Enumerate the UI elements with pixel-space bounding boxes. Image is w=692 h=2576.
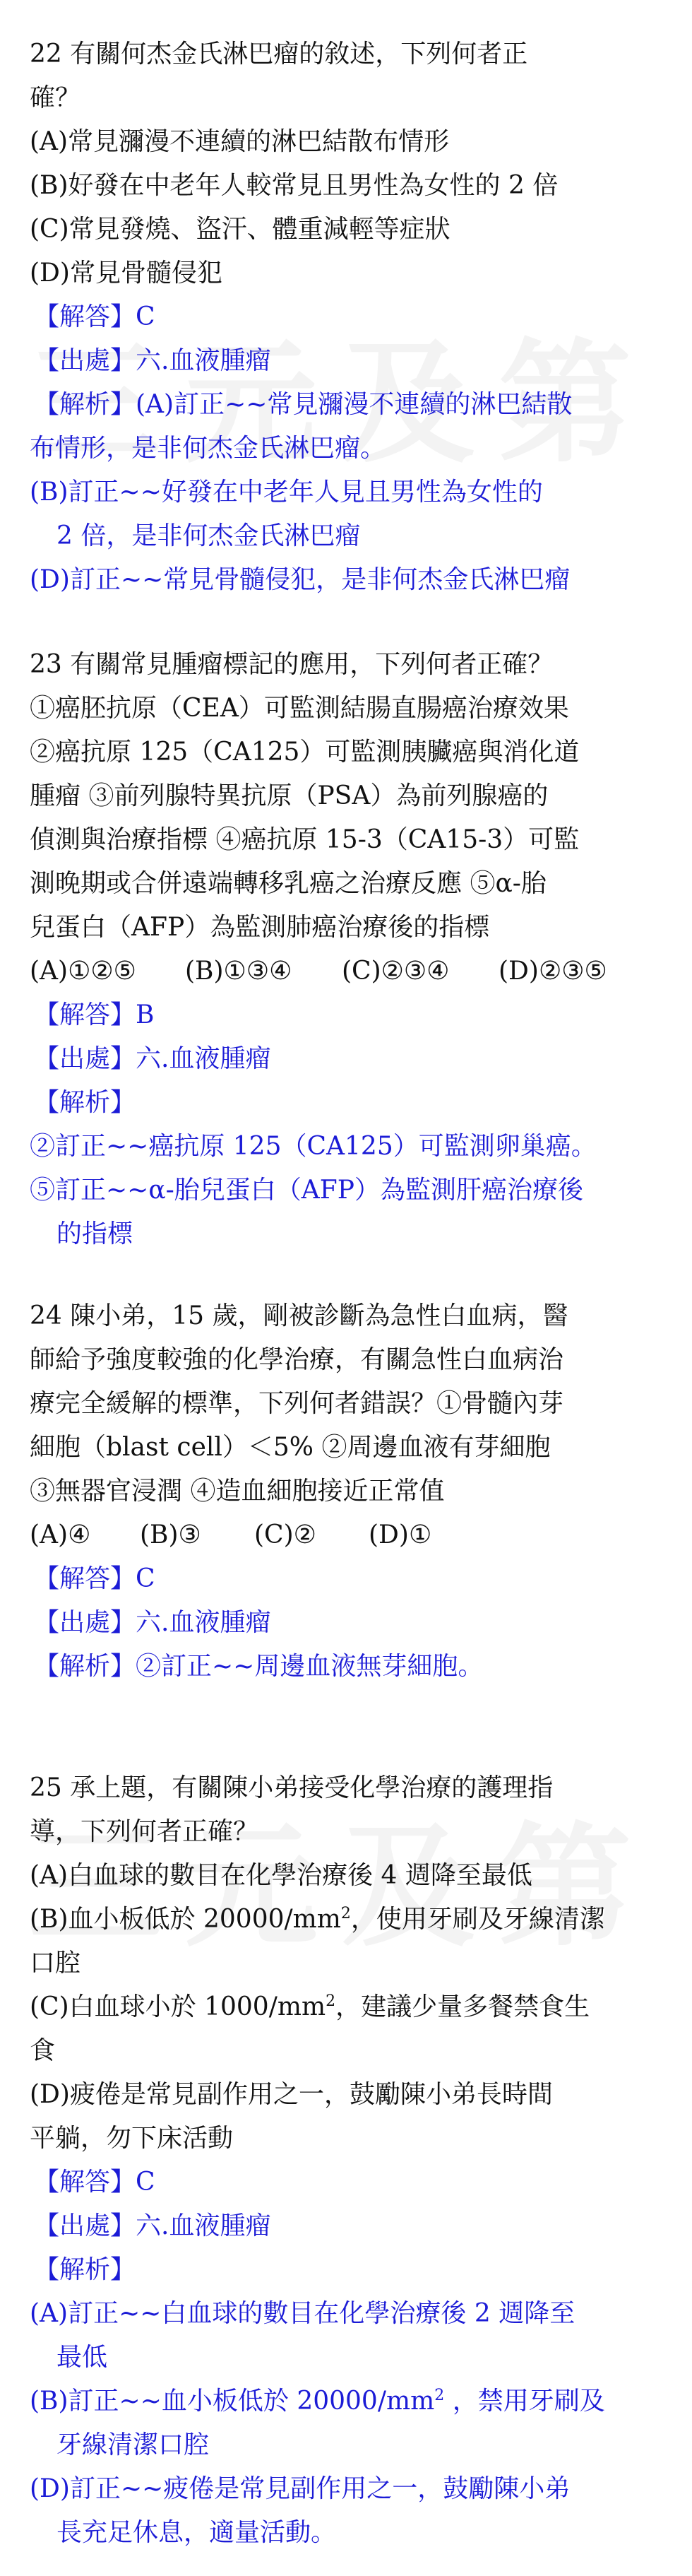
question-stem: 23 有關常見腫瘤標記的應用，下列何者正確？ bbox=[30, 650, 554, 679]
question-stem: 25 承上題，有關陳小弟接受化學治療的護理指 bbox=[30, 1773, 554, 1802]
source-line: 【出處】六.血液腫瘤 bbox=[34, 1044, 271, 1073]
source-line: 【出處】六.血液腫瘤 bbox=[34, 2211, 271, 2240]
option-b: (B)好發在中老年人較常見且男性為女性的 2 倍 bbox=[30, 171, 559, 200]
explanation-line: (B)訂正~~好發在中老年人見且男性為女性的 bbox=[30, 478, 543, 507]
option-c: (C)②③④ bbox=[342, 957, 450, 986]
option-c: (C)常見發燒、盜汗、體重減輕等症狀 bbox=[30, 215, 451, 244]
options-row bbox=[30, 950, 665, 993]
explanation-line: 布情形，是非何杰金氏淋巴瘤。 bbox=[30, 434, 386, 463]
explanation-line: 長充足休息，適量活動。 bbox=[56, 2518, 337, 2547]
answer-line: 【解答】C bbox=[34, 1564, 155, 1593]
superscript: 2 bbox=[434, 2387, 445, 2404]
question-stem: 師給予強度較強的化學治療，有關急性白血病治 bbox=[30, 1345, 564, 1374]
question-22 bbox=[30, 33, 665, 602]
question-stem: 22 有關何杰金氏淋巴瘤的敘述，下列何者正 bbox=[30, 40, 528, 69]
explanation-label: 【解析】 bbox=[34, 1088, 136, 1117]
option-c-text: (C)白血球小於 1000/mm bbox=[30, 1992, 326, 2021]
option-d-cont: 平躺，勿下床活動 bbox=[30, 2124, 234, 2153]
option-b: (B)①③④ bbox=[185, 957, 292, 986]
option-d: (D)②③⑤ bbox=[499, 957, 607, 986]
option-b-cont: 口腔 bbox=[30, 1949, 81, 1978]
option-c: (C)② bbox=[254, 1520, 316, 1549]
question-stem: 確？ bbox=[30, 83, 81, 112]
question-stem: ①癌胚抗原（CEA）可監測結腸直腸癌治療效果 bbox=[30, 694, 569, 723]
question-23 bbox=[30, 643, 665, 1256]
option-d: (D)常見骨髓侵犯 bbox=[30, 259, 222, 288]
source-line: 【出處】六.血液腫瘤 bbox=[34, 346, 271, 375]
option-a: (A)白血球的數目在化學治療後 4 週降至最低 bbox=[30, 1861, 532, 1890]
explanation-line: 【解析】(A)訂正~~常見瀰漫不連續的淋巴結散 bbox=[34, 390, 573, 419]
explanation-line: ②訂正~~癌抗原 125（CA125）可監測卵巢癌。 bbox=[30, 1132, 597, 1161]
option-b-text: (B)血小板低於 20000/mm bbox=[30, 1905, 341, 1934]
explanation-line: 牙線清潔口腔 bbox=[56, 2430, 210, 2459]
question-stem: 24 陳小弟，15 歲，剛被診斷為急性白血病，醫 bbox=[30, 1301, 568, 1330]
option-b: (B)③ bbox=[140, 1520, 201, 1549]
explanation-line: (D)訂正~~常見骨髓侵犯，是非何杰金氏淋巴瘤 bbox=[30, 565, 571, 594]
explanation-line: 【解析】②訂正~~周邊血液無芽細胞。 bbox=[34, 1652, 484, 1681]
options-row bbox=[30, 1513, 665, 1557]
explanation-line: 的指標 bbox=[56, 1219, 133, 1248]
answer-line: 【解答】C bbox=[34, 302, 155, 331]
option-a: (A)①②⑤ bbox=[30, 957, 136, 986]
explanation-line: (A)訂正~~白血球的數目在化學治療後 2 週降至 bbox=[30, 2299, 575, 2328]
question-stem: 細胞（blast cell）＜5% ②周邊血液有芽細胞 bbox=[30, 1433, 551, 1462]
question-stem: ②癌抗原 125（CA125）可監測胰臟癌與消化道 bbox=[30, 738, 580, 767]
option-c-cont: 食 bbox=[30, 2036, 56, 2065]
option-d: (D)① bbox=[369, 1520, 432, 1549]
question-stem: 腫瘤 ③前列腺特異抗原（PSA）為前列腺癌的 bbox=[30, 781, 549, 810]
answer-line: 【解答】B bbox=[34, 1000, 155, 1029]
option-a: (A)常見瀰漫不連續的淋巴結散布情形 bbox=[30, 127, 450, 156]
explanation-line bbox=[30, 2380, 665, 2423]
question-stem: 兒蛋白（AFP）為監測肺癌治療後的指標 bbox=[30, 913, 490, 942]
question-24 bbox=[30, 1294, 665, 1689]
source-line: 【出處】六.血液腫瘤 bbox=[34, 1608, 271, 1637]
explanation-line: ⑤訂正~~α-胎兒蛋白（AFP）為監測肝癌治療後 bbox=[30, 1176, 584, 1205]
option-b bbox=[30, 1898, 665, 1942]
option-c-text: ，建議少量多餐禁食生 bbox=[335, 1992, 590, 2021]
question-stem: 測晚期或合併遠端轉移乳癌之治療反應 ⑤α-胎 bbox=[30, 869, 547, 898]
superscript: 2 bbox=[326, 1992, 336, 2010]
superscript: 2 bbox=[340, 1905, 351, 1922]
answer-line: 【解答】C bbox=[34, 2168, 155, 2197]
question-stem: 偵測與治療指標 ④癌抗原 15-3（CA15-3）可監 bbox=[30, 825, 580, 854]
question-stem: 療完全緩解的標準，下列何者錯誤？①骨髓內芽 bbox=[30, 1389, 564, 1418]
option-a: (A)④ bbox=[30, 1520, 91, 1549]
option-c bbox=[30, 1985, 665, 2029]
explanation-line: 2 倍，是非何杰金氏淋巴瘤 bbox=[56, 521, 361, 550]
question-stem: 導，下列何者正確？ bbox=[30, 1817, 259, 1846]
question-25 bbox=[30, 1766, 665, 2555]
explanation-text: (B)訂正~~血小板低於 20000/mm bbox=[30, 2387, 435, 2416]
option-b-text: ，使用牙刷及牙線清潔 bbox=[350, 1905, 605, 1934]
explanation-line: 最低 bbox=[56, 2343, 108, 2372]
explanation-text: ，禁用牙刷及 bbox=[444, 2387, 605, 2416]
option-d: (D)疲倦是常見副作用之一，鼓勵陳小弟長時間 bbox=[30, 2080, 553, 2109]
question-stem: ③無器官浸潤 ④造血細胞接近正常值 bbox=[30, 1477, 445, 1506]
explanation-label: 【解析】 bbox=[34, 2255, 136, 2284]
explanation-line: (D)訂正~~疲倦是常見副作用之一，鼓勵陳小弟 bbox=[30, 2474, 571, 2503]
